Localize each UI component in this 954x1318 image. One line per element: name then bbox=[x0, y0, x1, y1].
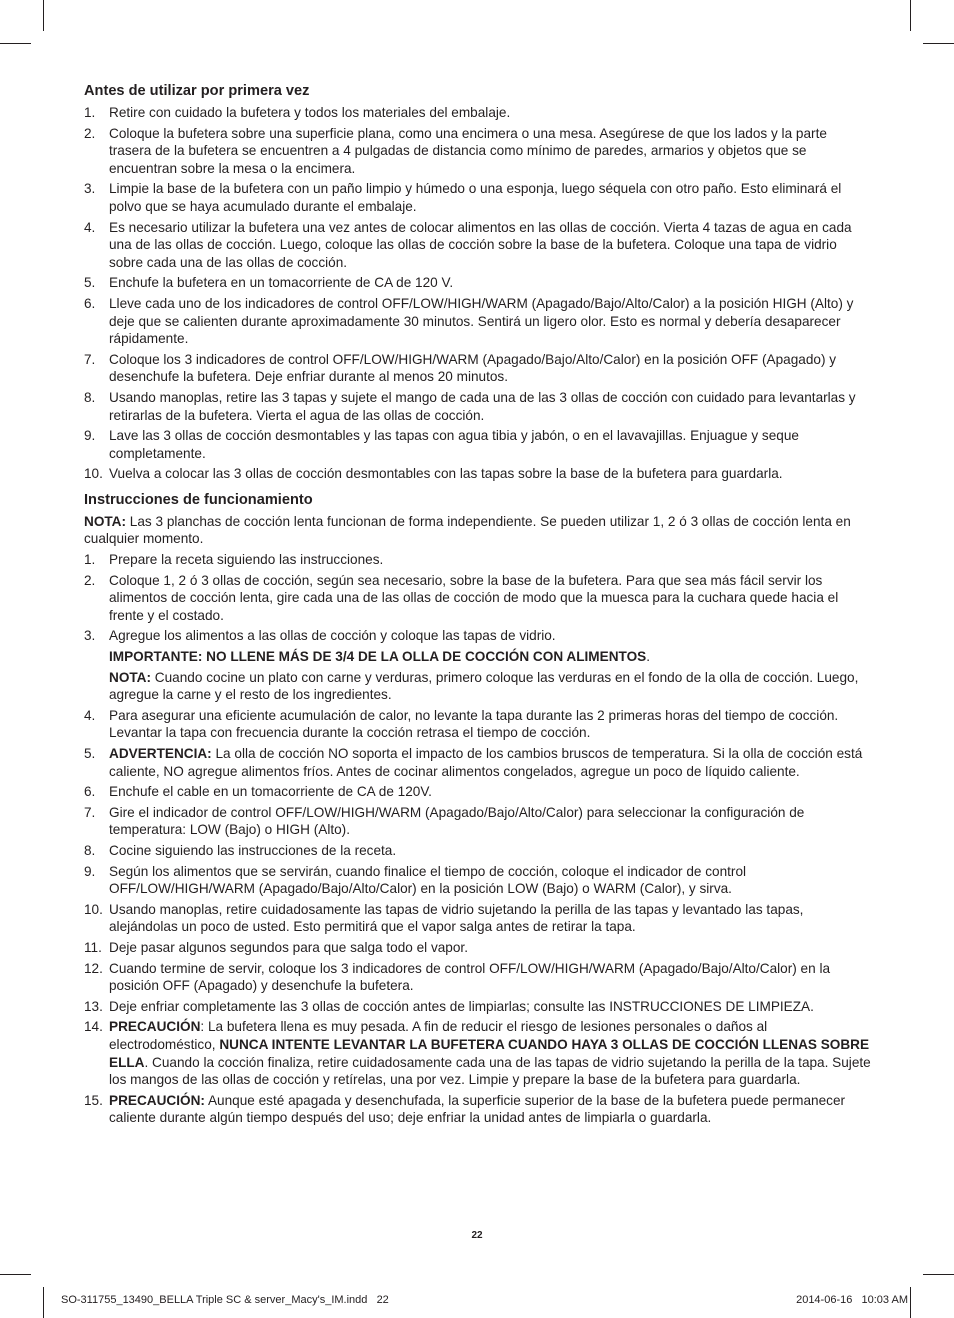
list-item: 8. Cocine siguiendo las instrucciones de la receta. bbox=[84, 842, 397, 858]
list-item: 5. Enchufe la bufetera en un tomacorriente de CA de 120 V. bbox=[84, 275, 454, 291]
crop-mark bbox=[43, 1287, 44, 1318]
crop-mark bbox=[910, 0, 911, 31]
list-item: 3. Agregue los alimentos a las ollas de cocción y coloque las tapas de vidrio. IMPORTANTE: NO LLENE MÁS DE 3/4 DE LA OLLA DE COCCIÓN CON ALIMENTOS. NOTA: Cuando cocine un plato con carne y verduras, primero coloque las verduras en el fondo de la olla de cocción. Luego, agregue la carne y el resto de los ingredientes. bbox=[84, 627, 872, 703]
list-item: 8. Usando manoplas, retire las 3 tapas y sujete el mango de cada una de las 3 ollas de cocción con cuidado para levantarlas y retirarlas de la bufetera. Vierta el agua de las ollas de cocción. bbox=[84, 389, 856, 423]
crop-mark bbox=[0, 1274, 31, 1275]
page-number: 22 bbox=[471, 1230, 483, 1241]
section-heading-operation: Instrucciones de funcionamiento bbox=[84, 491, 313, 508]
crop-mark bbox=[910, 1287, 911, 1318]
operation-note: NOTA: Las 3 planchas de cocción lenta funcionan de forma independiente. Se pueden utilizar 1, 2 ó 3 ollas de cocción lenta en cualquier momento. bbox=[84, 513, 851, 547]
list-item: 2. Coloque la bufetera sobre una superficie plana, como una encimera o una mesa. Asegúrese de que los lados y la parte trasera de la bufetera se encuentren a 4 pulgadas de distancia como mínimo de paredes, armarios y objetos que se encuentran sobre la mesa o la encimera. bbox=[84, 125, 827, 176]
list-item: 11. Deje pasar algunos segundos para que salga todo el vapor. bbox=[84, 939, 468, 955]
list-item: 15. PRECAUCIÓN: Aunque esté apagada y desenchufada, la superficie superior de la base de la bufetera puede permanecer caliente durante algún tiempo después del uso; deje enfriar la unidad antes de limpiarla o guardarla. bbox=[84, 1092, 846, 1126]
list-item: 12. Cuando termine de servir, coloque los 3 indicadores de control OFF/LOW/HIGH/WARM (Apagado/Bajo/Alto/Calor) en la posición OFF (Apagado) y desenchufe la bufetera. bbox=[84, 960, 831, 994]
list-item: 10. Usando manoplas, retire cuidadosamente las tapas de vidrio sujetando la perilla de las tapas y levantado las tapas, alejándolas un poco de usted. Esto permitirá que el vapor salga antes de retirar la tapa. bbox=[84, 901, 804, 935]
crop-mark bbox=[0, 43, 31, 44]
list-item: 7. Coloque los 3 indicadores de control OFF/LOW/HIGH/WARM (Apagado/Bajo/Alto/Calor) en la posición OFF (Apagado) y desenchufe la bufetera. Deje enfriar durante al menos 20 minutos. bbox=[84, 351, 837, 385]
slug-filename: SO-311755_13490_BELLA Triple SC & server_Macy's_IM.indd 22 bbox=[61, 1294, 389, 1306]
section-heading-first-use: Antes de utilizar por primera vez bbox=[84, 83, 310, 99]
important-notice: IMPORTANTE: NO LLENE MÁS DE 3/4 DE LA OLLA DE COCCIÓN CON ALIMENTOS. bbox=[109, 649, 650, 665]
list-item: 3. Limpie la base de la bufetera con un paño limpio y húmedo o una esponja, luego séquela con otro paño. Esto eliminará el polvo que se haya acumulado durante el embalaje. bbox=[84, 181, 842, 214]
list-item: 6. Lleve cada uno de los indicadores de control OFF/LOW/HIGH/WARM (Apagado/Bajo/Alto/Calor) a la posición HIGH (Alto) y deje que se calienten durante aproximadamente 30 minutos. Sentirá un ligero olor. Esto es normal y debería desaparecer rápidamente. bbox=[84, 295, 854, 347]
crop-mark bbox=[43, 0, 44, 31]
crop-mark bbox=[923, 43, 954, 44]
slug-timestamp: 2014-06-16 10:03 AM bbox=[796, 1294, 908, 1306]
list-item: 9. Lave las 3 ollas de cocción desmontables y las tapas con agua tibia y jabón, o en el lavavajillas. Enjuague y seque completamente. bbox=[84, 428, 799, 461]
list-item: 2. Coloque 1, 2 ó 3 ollas de cocción, según sea necesario, sobre la base de la bufetera. Para que sea más fácil servir los alimentos de cocción lenta, gire cada una de las ollas de cocción de modo que la muesca para la cuchara quede hacia el frente y el costado. bbox=[84, 572, 839, 623]
list-item: 10. Vuelva a colocar las 3 ollas de cocción desmontables con las tapas sobre la base de la bufetera para guardarla. bbox=[84, 466, 783, 482]
operation-list bbox=[84, 551, 872, 1127]
list-item: 6. Enchufe el cable en un tomacorriente de CA de 120V. bbox=[84, 784, 432, 800]
crop-mark bbox=[923, 1274, 954, 1275]
list-item: 5. ADVERTENCIA: La olla de cocción NO soporta el impacto de los cambios bruscos de temperatura. Si la olla de cocción está caliente, NO agregue alimentos fríos. Antes de cocinar alimentos congelados, agregue un poco de líquido caliente. bbox=[84, 746, 863, 779]
list-item: 9. Según los alimentos que se servirán, cuando finalice el tiempo de cocción, coloque el indicador de control OFF/LOW/HIGH/WARM (Apagado/Bajo/Alto/Calor) en la posición LOW (Bajo) o WARM (Calor), y sirva. bbox=[84, 863, 747, 897]
list-item: 13. Deje enfriar completamente las 3 ollas de cocción antes de limpiarlas; consulte las INSTRUCCIONES DE LIMPIEZA. bbox=[84, 998, 814, 1014]
list-item: 14. PRECAUCIÓN: La bufetera llena es muy pesada. A fin de reducir el riesgo de lesiones personales o daños al electrodoméstico, NUNCA INTENTE LEVANTAR LA BUFETERA CUANDO HAYA 3 OLLAS DE COCCIÓN LLENAS SOBRE ELLA. Cuando la cocción finaliza, retire cuidadosamente cada una de las tapas de vidrio sujetando la perilla de la tapa. Sujete los mangos de las ollas de cocción y retírelas, una por vez. Limpie y prepare la base de la bufetera para guardarla. bbox=[84, 1019, 871, 1088]
list-item: 1. Prepare la receta siguiendo las instrucciones. bbox=[84, 552, 384, 568]
list-item: 1. Retire con cuidado la bufetera y todos los materiales del embalaje. bbox=[84, 105, 511, 120]
cooking-note: NOTA: Cuando cocine un plato con carne y verduras, primero coloque las verduras en el fondo de la olla de cocción. Luego, agregue la carne y el resto de los ingredientes. bbox=[109, 669, 859, 703]
page-content bbox=[84, 82, 872, 1130]
list-item: 7. Gire el indicador de control OFF/LOW/HIGH/WARM (Apagado/Bajo/Alto/Calor) para seleccionar la configuración de temperatura: LOW (Bajo) o HIGH (Alto). bbox=[84, 804, 805, 838]
list-item: 4. Para asegurar una eficiente acumulación de calor, no levante la tapa durante las 2 primeras horas del tiempo de cocción. Levantar la tapa con frecuencia durante la cocción retrasa el tiempo de cocción. bbox=[84, 707, 839, 741]
list-item: 4. Es necesario utilizar la bufetera una vez antes de colocar alimentos en las ollas de cocción. Vierta 4 tazas de agua en cada una de las ollas de cocción. Luego, coloque las ollas de cocción sobre la base de la bufetera. Coloque una tapa de vidrio sobre cada una de las ollas de cocción. bbox=[84, 219, 852, 270]
first-use-list bbox=[84, 104, 872, 483]
